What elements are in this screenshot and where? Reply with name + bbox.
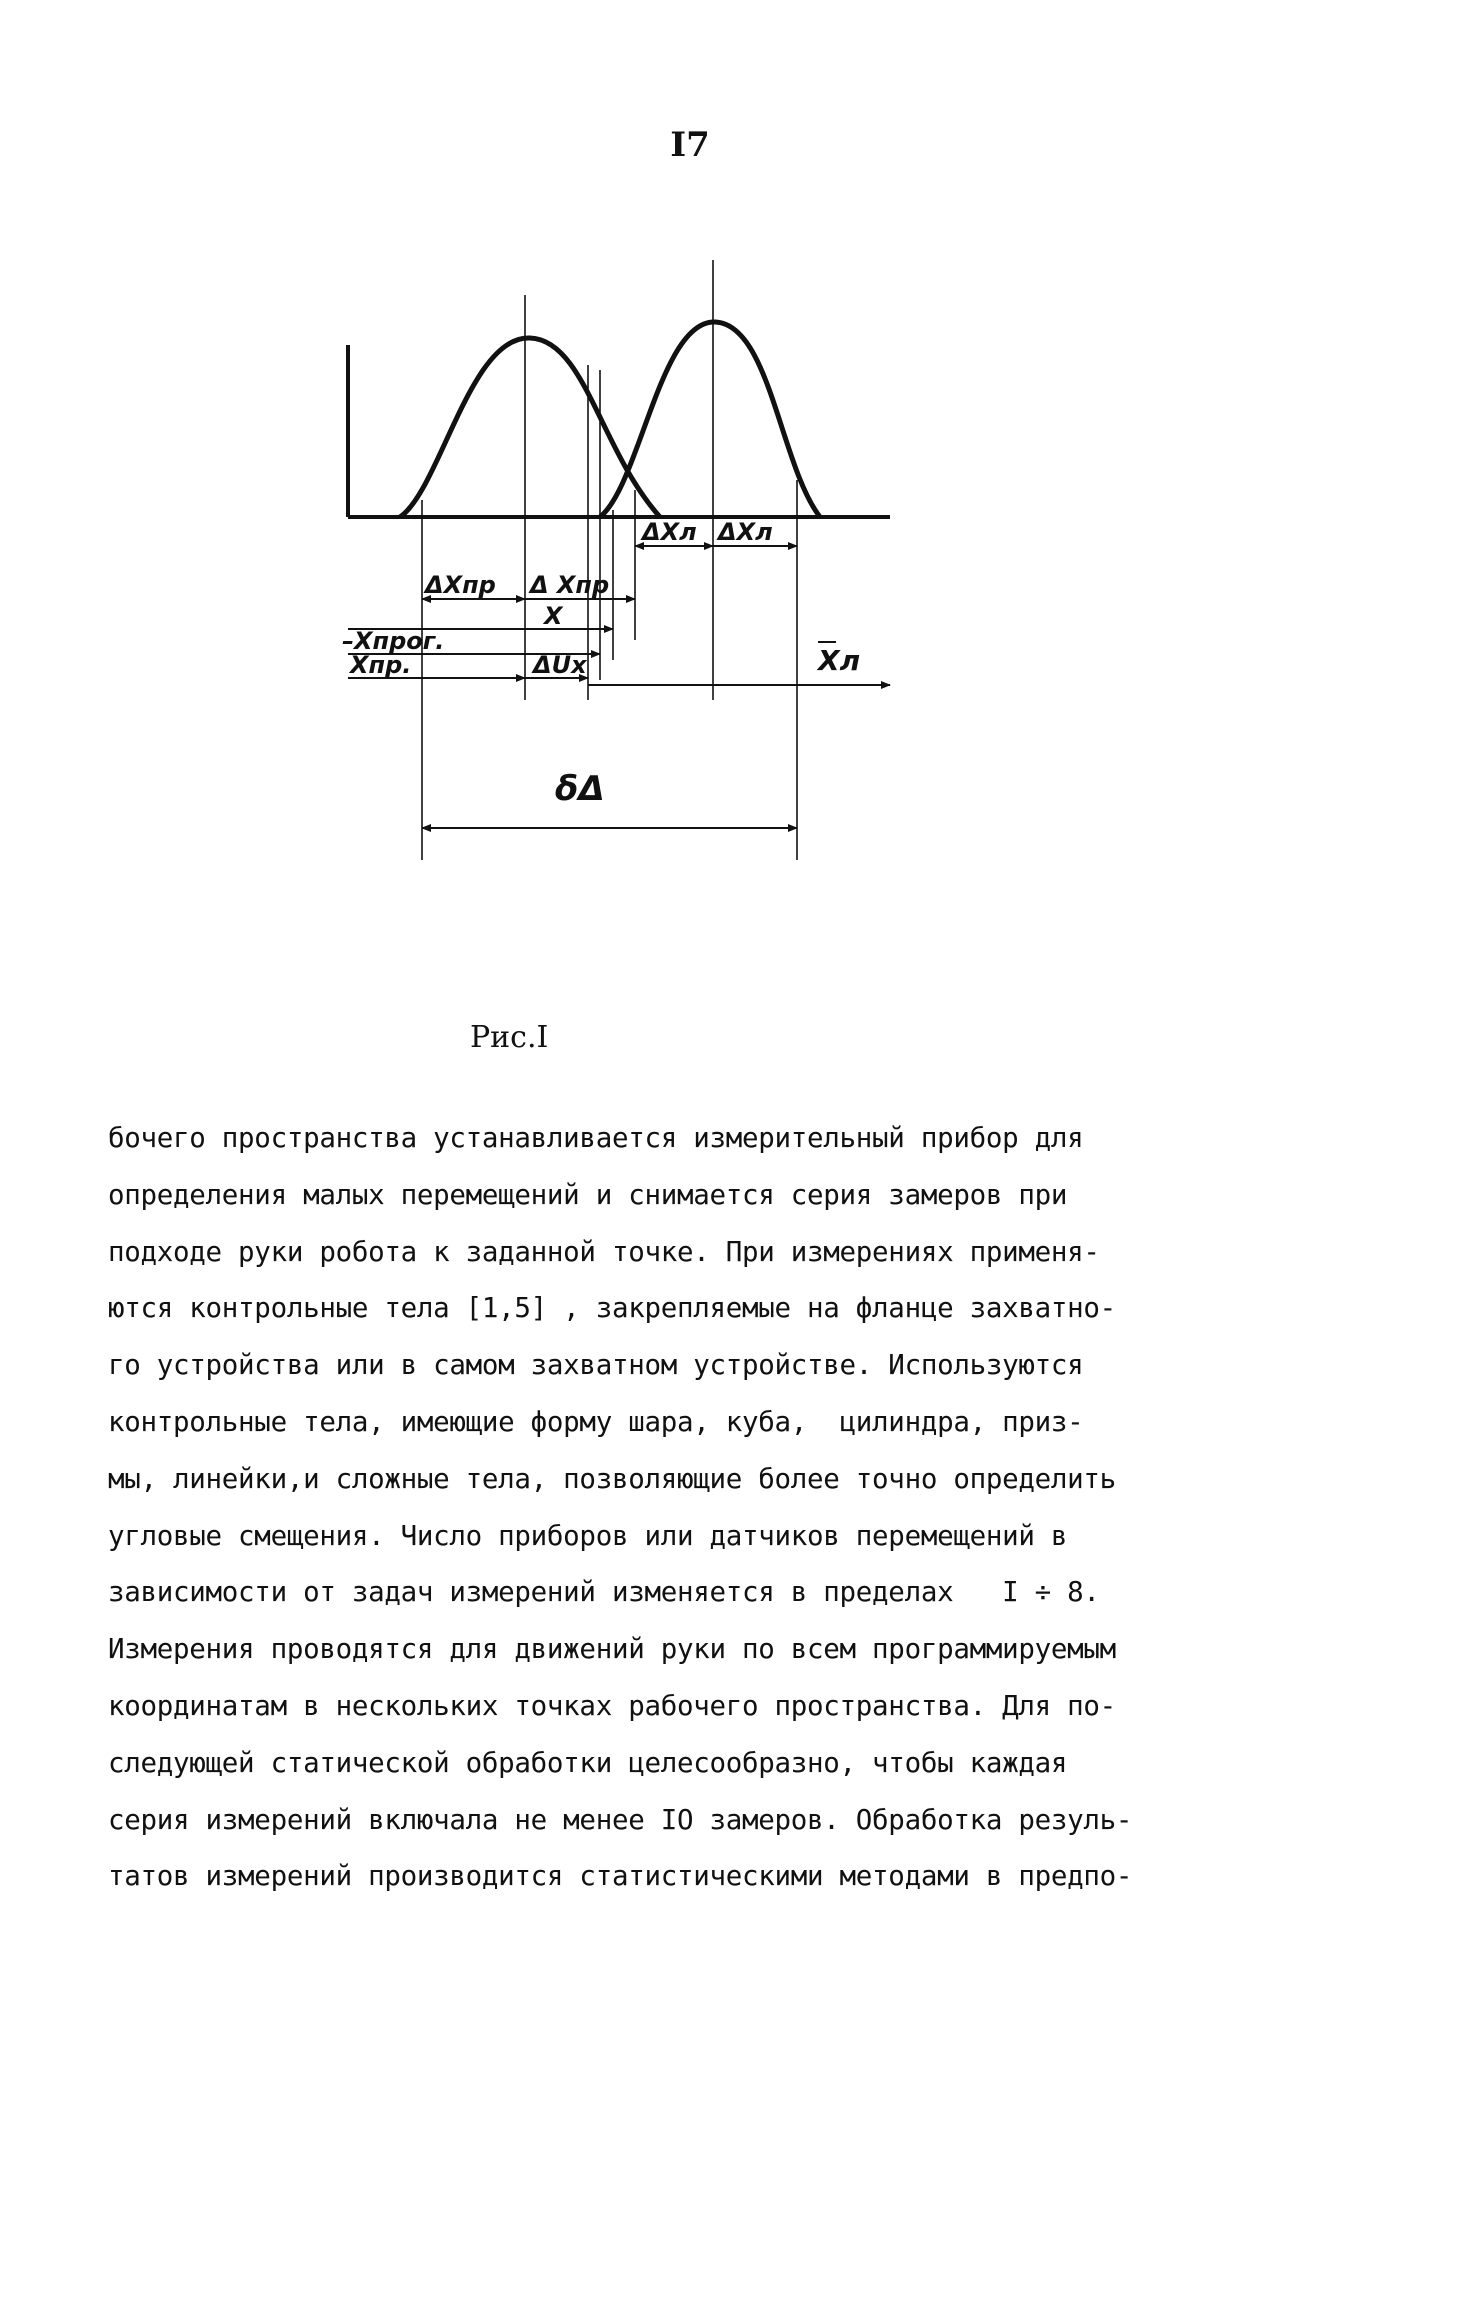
text-line: следующей статической обработки целесообразно, чтобы каждая — [108, 1746, 1068, 1779]
label-x-bar: X — [544, 602, 563, 630]
label-dx-l-1: ΔXл — [642, 518, 697, 546]
body-text — [108, 1110, 1258, 1905]
label-x-l: Xл — [818, 644, 861, 677]
text-line: татов измерений производится статистическими методами в предпо- — [108, 1860, 1133, 1893]
label-x-prog: –Xпрог. — [342, 627, 445, 655]
label-du-x: ΔUx — [533, 651, 587, 679]
text-line: ются контрольные тела [1,5] , закрепляемые на фланце захватно- — [108, 1292, 1116, 1325]
text-line: зависимости от задач измерений изменяется в пределах I ÷ 8. — [108, 1576, 1100, 1609]
label-x-pr: Xпр. — [350, 651, 412, 679]
figure-caption: Рис.I — [470, 1020, 549, 1055]
label-dx-l-2: ΔXл — [718, 518, 773, 546]
text-line: определения малых перемещений и снимается серия замеров при — [108, 1178, 1068, 1211]
text-line: го устройства или в самом захватном устройстве. Используются — [108, 1349, 1084, 1382]
text-line: серия измерений включала не менее IO замеров. Обработка резуль- — [108, 1803, 1133, 1836]
text-line: координатам в нескольких точках рабочего пространства. Для по- — [108, 1689, 1116, 1722]
figure-drawing — [330, 260, 930, 930]
label-delta: δΔ — [555, 769, 605, 809]
text-line: угловые смещения. Число приборов или датчиков перемещений в — [108, 1519, 1068, 1552]
page-number: I7 — [670, 125, 710, 165]
text-line: контрольные тела, имеющие форму шара, куба, цилиндра, приз- — [108, 1405, 1084, 1438]
text-line: мы, линейки,и сложные тела, позволяющие более точно определить — [108, 1462, 1116, 1495]
right-distribution-curve — [600, 322, 820, 517]
label-dx-pr-2: Δ Xпр — [530, 571, 610, 599]
label-dx-pr-1: ΔXпр — [425, 571, 496, 599]
text-line: Измерения проводятся для движений руки по всем программируемым — [108, 1633, 1116, 1666]
distribution-figure — [330, 260, 930, 930]
text-line: бочего пространства устанавливается измерительный прибор для — [108, 1122, 1084, 1154]
text-line: подходе руки робота к заданной точке. При измерениях применя- — [108, 1235, 1100, 1268]
